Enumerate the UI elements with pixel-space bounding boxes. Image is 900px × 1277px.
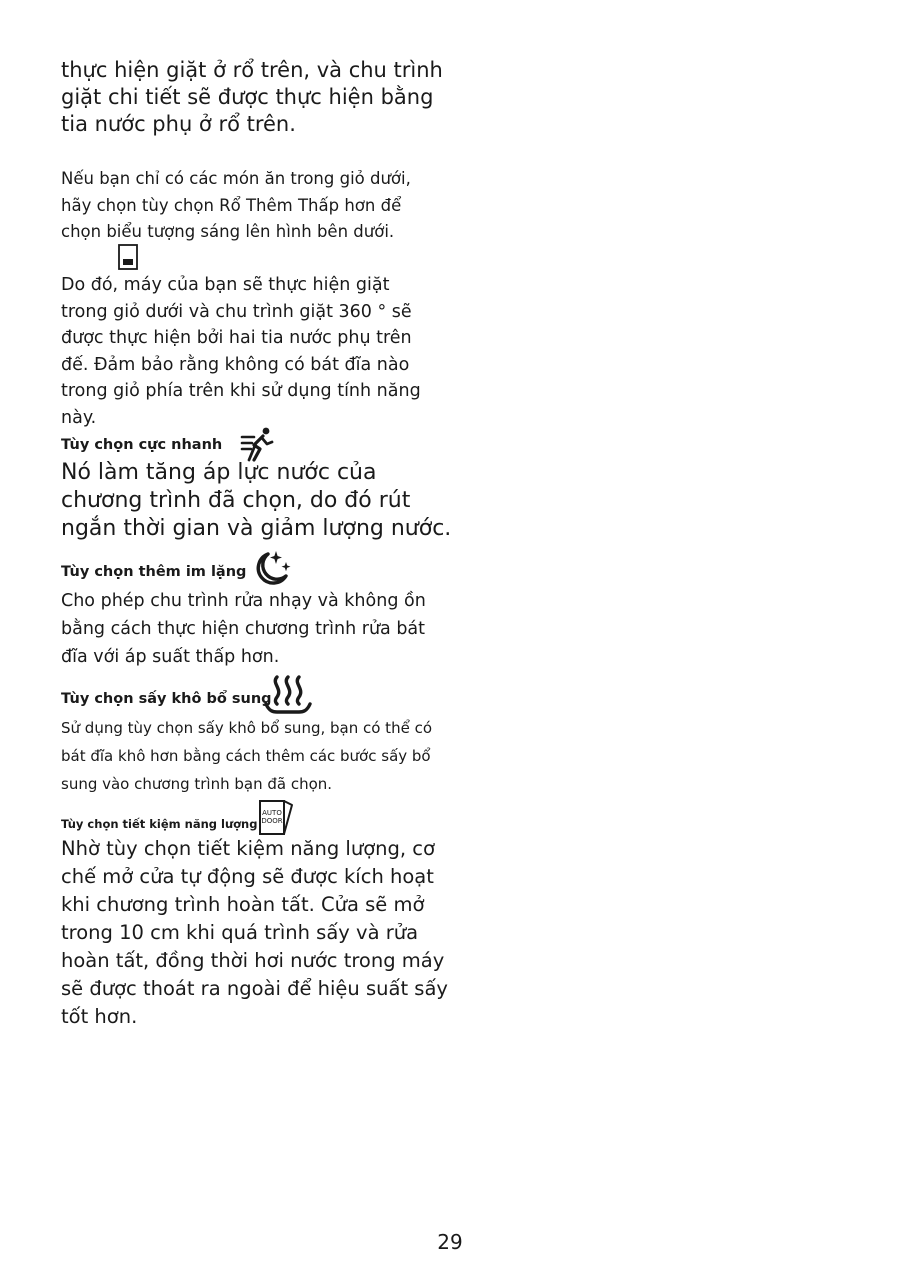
extra-dry-option-heading: Tùy chọn sấy khô bổ sung: [61, 691, 272, 707]
intro-paragraph-3: Do đó, máy của bạn sẽ thực hiện giặt trong giỏ dưới và chu trình giặt 360 ° sẽ được thực hiện bởi hai tia nước phụ trên đế. Đảm bảo rằng không có bát đĩa nào trong giỏ phía trên khi sử dụng tính năng này.: [61, 275, 421, 428]
fast-run-icon: [240, 426, 274, 462]
lower-basket-icon: [118, 244, 138, 270]
steam-dry-icon: [263, 673, 313, 715]
silent-option-body: Cho phép chu trình rửa nhạy và không ồn bằng cách thực hiện chương trình rửa bát đĩa với áp suất thấp hơn.: [61, 591, 426, 667]
auto-door-icon: [258, 799, 294, 836]
page-number: 29: [437, 1230, 463, 1254]
fast-option-body: Nó làm tăng áp lực nước của chương trình đã chọn, do đó rút ngắn thời gian và giảm lượng nước.: [61, 460, 452, 541]
intro-paragraph-1: thực hiện giặt ở rổ trên, và chu trình giặt chi tiết sẽ được thực hiện bằng tia nước phụ ở rổ trên.: [61, 58, 443, 136]
moon-icon: [250, 549, 292, 587]
extra-dry-option-body: Sử dụng tùy chọn sấy khô bổ sung, bạn có thể có bát đĩa khô hơn bằng cách thêm các bước sấy bổ sung vào chương trình bạn đã chọn.: [61, 719, 432, 793]
intro-paragraph-2: Nếu bạn chỉ có các món ăn trong giỏ dưới, hãy chọn tùy chọn Rổ Thêm Thấp hơn để chọn biểu tượng sáng lên hình bên dưới.: [61, 169, 411, 241]
fast-option-heading: Tùy chọn cực nhanh: [61, 437, 223, 453]
silent-option-heading: Tùy chọn thêm im lặng: [61, 564, 247, 580]
auto-door-icon-text-2: DOOR: [261, 817, 283, 825]
energy-option-heading: Tùy chọn tiết kiệm năng lượng: [61, 817, 258, 831]
auto-door-icon-text-1: AUTO: [262, 809, 282, 817]
energy-option-body: Nhờ tùy chọn tiết kiệm năng lượng, cơ chế mở cửa tự động sẽ được kích hoạt khi chương trình hoàn tất. Cửa sẽ mở trong 10 cm khi quá trình sấy và rửa hoàn tất, đồng thời hơi nước trong máy sẽ được thoát ra ngoài để hiệu suất sấy tốt hơn.: [61, 837, 448, 1028]
